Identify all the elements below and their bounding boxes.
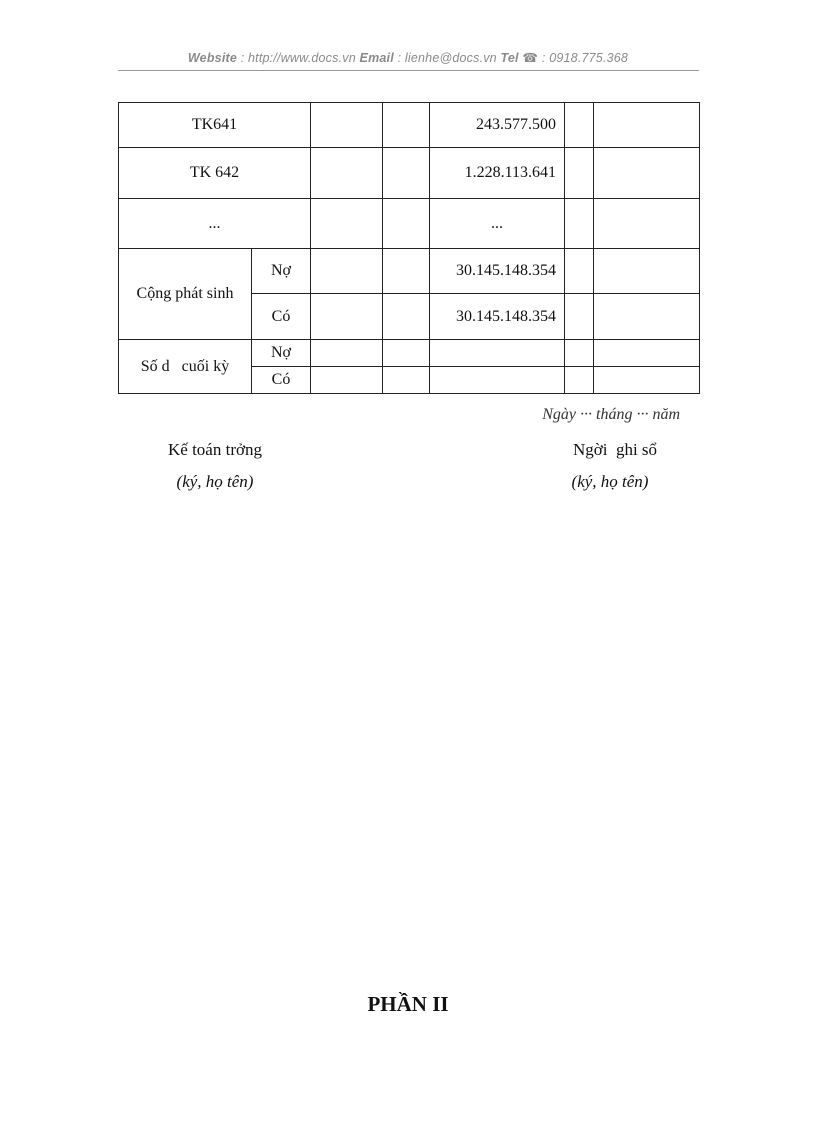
credit-label: Có — [252, 367, 311, 394]
credit-label: Có — [252, 294, 311, 340]
amount-cell: ... — [430, 199, 565, 249]
part-title: PHẦN II — [367, 992, 449, 1016]
email-label: Email — [359, 51, 394, 65]
email-value: : lienhe@docs.vn — [393, 51, 501, 65]
amount-cell: 1.228.113.641 — [430, 148, 565, 199]
total-credit-amount: 30.145.148.354 — [430, 294, 565, 340]
account-label: TK 642 — [119, 148, 311, 199]
website-label: Website — [187, 51, 238, 65]
ledger-table — [118, 102, 700, 394]
total-label: Cộng phát sinh — [119, 249, 252, 340]
amount-cell: 243.577.500 — [430, 103, 565, 148]
phone-icon: ☎ — [522, 51, 539, 65]
debit-label: Nợ — [252, 249, 311, 294]
total-debit-amount: 30.145.148.354 — [430, 249, 565, 294]
recorder-sub: (ký, họ tên) — [571, 472, 649, 491]
table-row — [119, 199, 700, 249]
account-label: TK641 — [119, 103, 311, 148]
chief-accountant-sub: (ký, họ tên) — [176, 472, 254, 491]
tel-label: Tel — [500, 51, 519, 65]
page-header — [118, 50, 698, 65]
table-row — [119, 148, 700, 199]
chief-accountant-title: Kế toán trởng — [168, 440, 262, 459]
tel-value: : 0918.775.368 — [538, 51, 629, 65]
ending-balance-label: Số d cuối kỳ — [119, 340, 252, 394]
debit-label: Nợ — [252, 340, 311, 367]
date-line: Ngày ··· tháng ··· năm — [542, 406, 680, 423]
header-divider — [118, 70, 699, 71]
table-row — [119, 340, 700, 367]
account-label: ... — [119, 199, 311, 249]
recorder-title: Ngời ghi sổ — [572, 440, 658, 459]
website-value: : http://www.docs.vn — [237, 51, 360, 65]
table-row — [119, 103, 700, 148]
table-row — [119, 249, 700, 294]
